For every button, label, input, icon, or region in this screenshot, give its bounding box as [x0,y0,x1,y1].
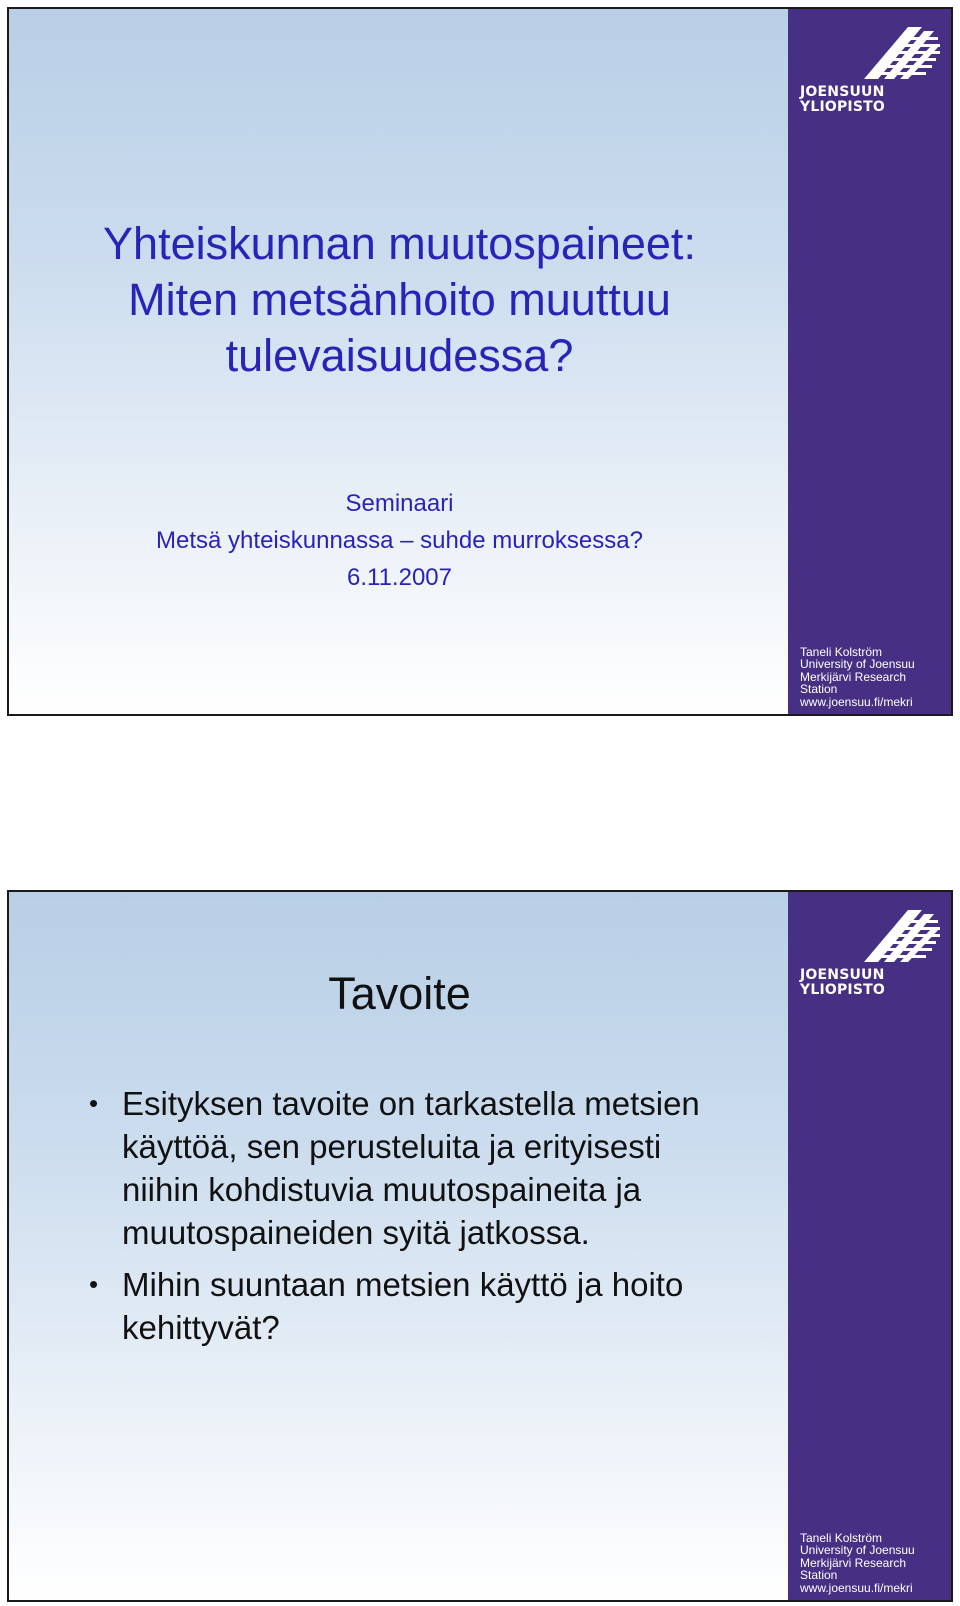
footer-station: Station [800,1568,838,1582]
university-logo [796,23,944,119]
bullet-icon: • [89,1088,99,1118]
bullet-icon: • [89,1269,99,1299]
subtitle-line: 6.11.2007 [347,564,452,591]
logo-text-line2: YLIOPISTO [800,99,885,115]
footer-author: Taneli Kolström [800,644,883,659]
bullet-line: kehittyvät? [122,1309,280,1346]
footer-station: Station [800,682,838,696]
footer-university: University of Joensuu [800,1543,915,1557]
subtitle-line: Metsä yhteiskunnassa – suhde murroksessa? [156,527,643,554]
title-line: Miten metsänhoito muuttuu [128,274,671,325]
bullet-line: Mihin suuntaan metsien käyttö ja hoito [122,1266,684,1303]
logo-text-line1: JOENSUUN [800,967,885,983]
university-stripes-logo-icon [796,906,944,966]
title-line: tulevaisuudessa? [225,330,574,381]
slide-1-sidebar [788,9,951,714]
slide-1-content [9,9,790,714]
title-line: Yhteiskunnan muutospaineet: [103,218,696,269]
slide-2 [7,890,953,1602]
subtitle-line: Seminaari [345,490,454,517]
footer-university: University of Joensuu [800,657,915,671]
university-logo [796,906,944,1002]
footer-author: Taneli Kolström [800,1530,883,1545]
bullet-line: käyttöä, sen perusteluita ja erityisesti [122,1128,662,1165]
slide-2-sidebar [788,892,951,1600]
bullet-item [89,1263,789,1349]
university-stripes-logo-icon [796,23,944,83]
bullet-list [89,1082,789,1358]
footer-url: www.joensuu.fi/mekri [800,694,913,709]
slide-2-footer [800,1532,915,1595]
bullet-line: Esityksen tavoite on tarkastella metsien [122,1085,700,1122]
slide-2-content [9,892,790,1600]
slide-1-subtitle [9,485,790,596]
slide-1 [7,7,953,716]
footer-url: www.joensuu.fi/mekri [800,1580,913,1595]
bullet-line: muutospaineiden syitä jatkossa. [122,1214,590,1251]
logo-text-line1: JOENSUUN [800,84,885,100]
footer-station: Merkijärvi Research [800,1555,907,1570]
slide-1-footer [800,646,915,709]
footer-station: Merkijärvi Research [800,669,907,684]
logo-text-line2: YLIOPISTO [800,982,885,998]
slide-2-title: Tavoite [328,968,471,1019]
bullet-line: niihin kohdistuvia muutospaineita ja [122,1171,642,1208]
slide-1-title [9,216,790,384]
bullet-item [89,1082,789,1254]
